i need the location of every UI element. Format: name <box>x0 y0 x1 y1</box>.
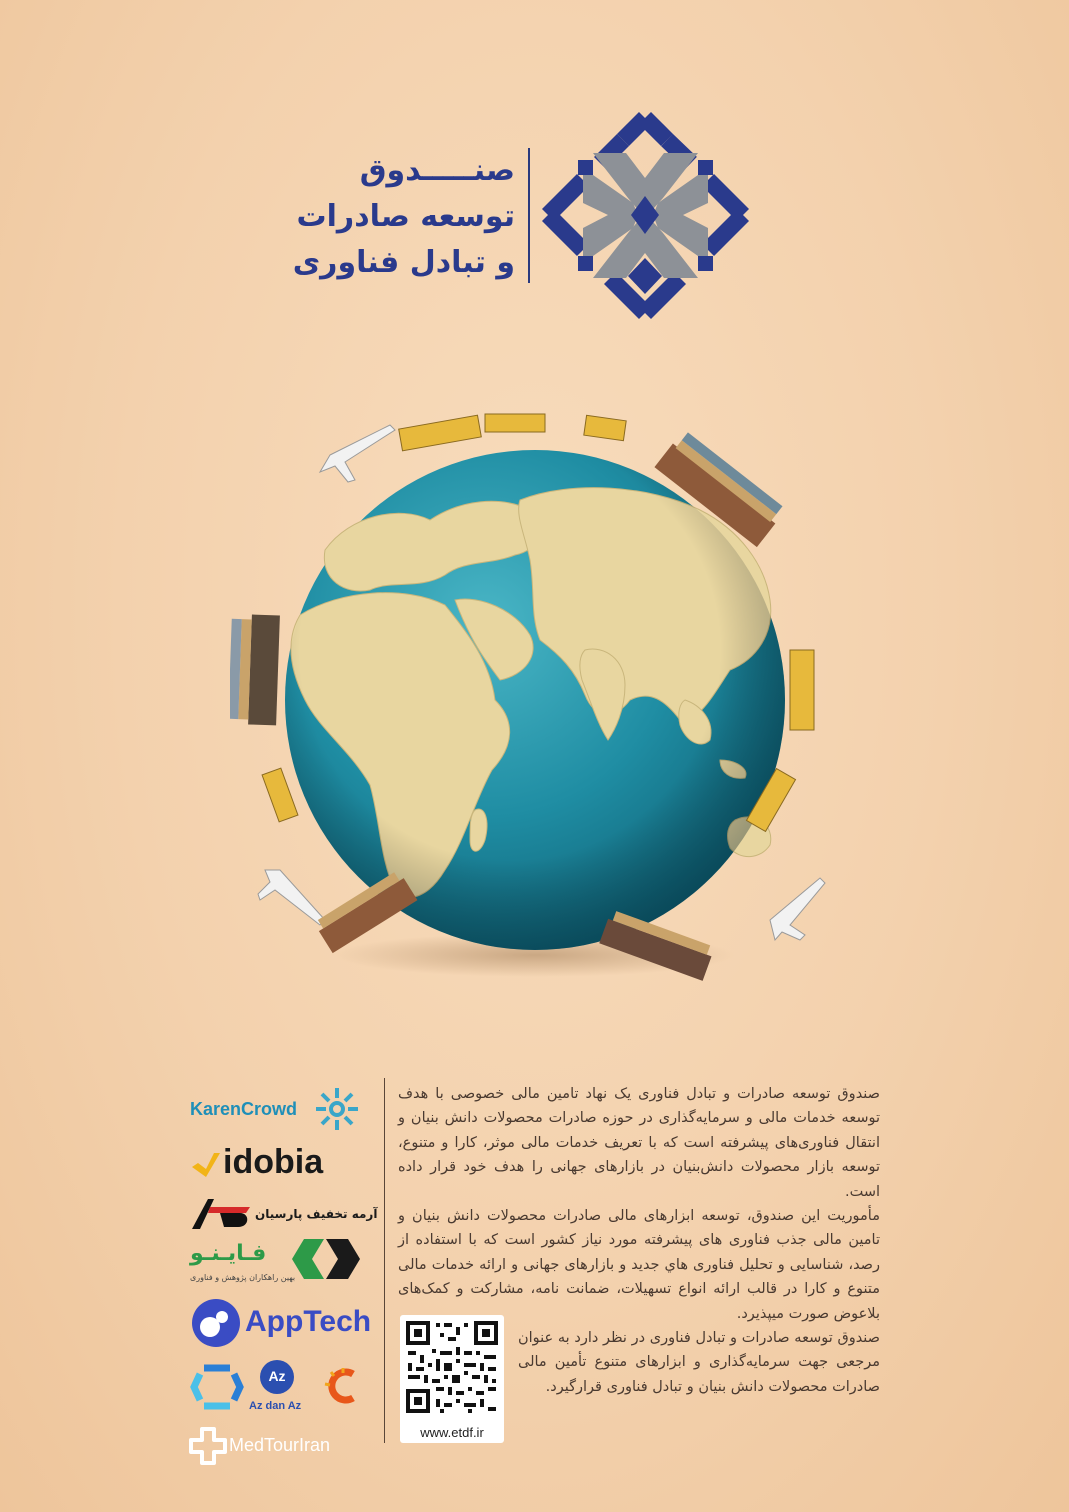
bottom-section <box>0 1070 1069 1512</box>
website-url[interactable]: www.etdf.ir <box>420 1425 484 1440</box>
sun-logo-icon <box>323 1366 363 1406</box>
header <box>292 108 770 323</box>
header-divider <box>528 148 530 283</box>
hexagon-logo-icon <box>190 1362 244 1412</box>
fund-logo-icon <box>538 108 753 323</box>
airplane-icon <box>770 878 825 940</box>
qr-code-image <box>404 1319 500 1415</box>
idobia-mark-icon <box>190 1149 222 1181</box>
faino-mark-icon <box>290 1237 362 1281</box>
snowflake-icon <box>313 1085 361 1133</box>
medical-cross-icon <box>189 1427 227 1465</box>
truck-icon <box>399 414 626 451</box>
partner-logos <box>185 1085 378 1505</box>
faino-logo: فـایـنـو بهین راهکاران پژوهش و فناوری <box>185 1237 370 1292</box>
karencrowd-logo: KarenCrowd <box>185 1085 370 1135</box>
qr-code[interactable] <box>400 1315 504 1443</box>
azdanaz-row: Az Az dan Az <box>185 1360 370 1420</box>
atp-logo-icon <box>190 1197 252 1231</box>
airplane-icon <box>320 425 395 482</box>
globe-illustration <box>230 400 850 1000</box>
title-line-3: و تبادل فناوری <box>292 245 515 280</box>
az-badge: Az <box>260 1360 294 1394</box>
description-paragraph-1: صندوق توسعه صادرات و تبادل فناوری یک نهاد تامین مالی خصوصی با هدف توسعه خدمات مالی و سرمایه‌گذاری در حوزه صادرات محصولات دانش بنیان و انتقال فناوری‌های پیشرفته است که با تعریف خدمات مالی موثر، کارا و متنوع، توسعه بازار محصولات دانش‌بنیان در بازارهای جهانی را هدف خود قرار داده است. <box>398 1086 880 1200</box>
apptech-mark-icon <box>190 1297 242 1349</box>
fund-title <box>292 148 515 286</box>
parsian-logo: آرمه تخفیف پارسیان <box>185 1195 370 1235</box>
apptech-logo: AppTech <box>185 1297 370 1352</box>
description-paragraph-2: مأموریت این صندوق، توسعه ابزارهای مالی صادرات محصولات دانش بنیان و تامین مالی جذب فناوری های پیشرفته مورد نیاز کشور است که با استفاده از رصد، شناسایی و تحلیل فناوری هاي جدید و بازارهای جهانی و ارائه خدمات مالی متنوع و کارا در قالب ارائه انواع تسهیلات، ضمانت نامه، مشارکت و کمک‌های بلاعوض صورت میپذیرد. <box>398 1208 880 1322</box>
title-line-2: توسعه صادرات <box>296 199 515 234</box>
title-line-1: صنـــــدوق <box>359 153 515 188</box>
medtour-logo: MedTourIran <box>185 1427 370 1467</box>
vertical-divider <box>384 1078 385 1443</box>
idobia-logo: idobia <box>185 1147 370 1187</box>
description-paragraph-3: صندوق توسعه صادرات و تبادل فناوری در نظر دارد به عنوان مرجعی جهت سرمایه‌گذاری و ابزارهای متنوع تأمین مالی صادرات محصولات دانش بنیان و تبادل فناوری قرارگیرد. <box>518 1330 880 1395</box>
airplane-icon <box>258 870 325 925</box>
